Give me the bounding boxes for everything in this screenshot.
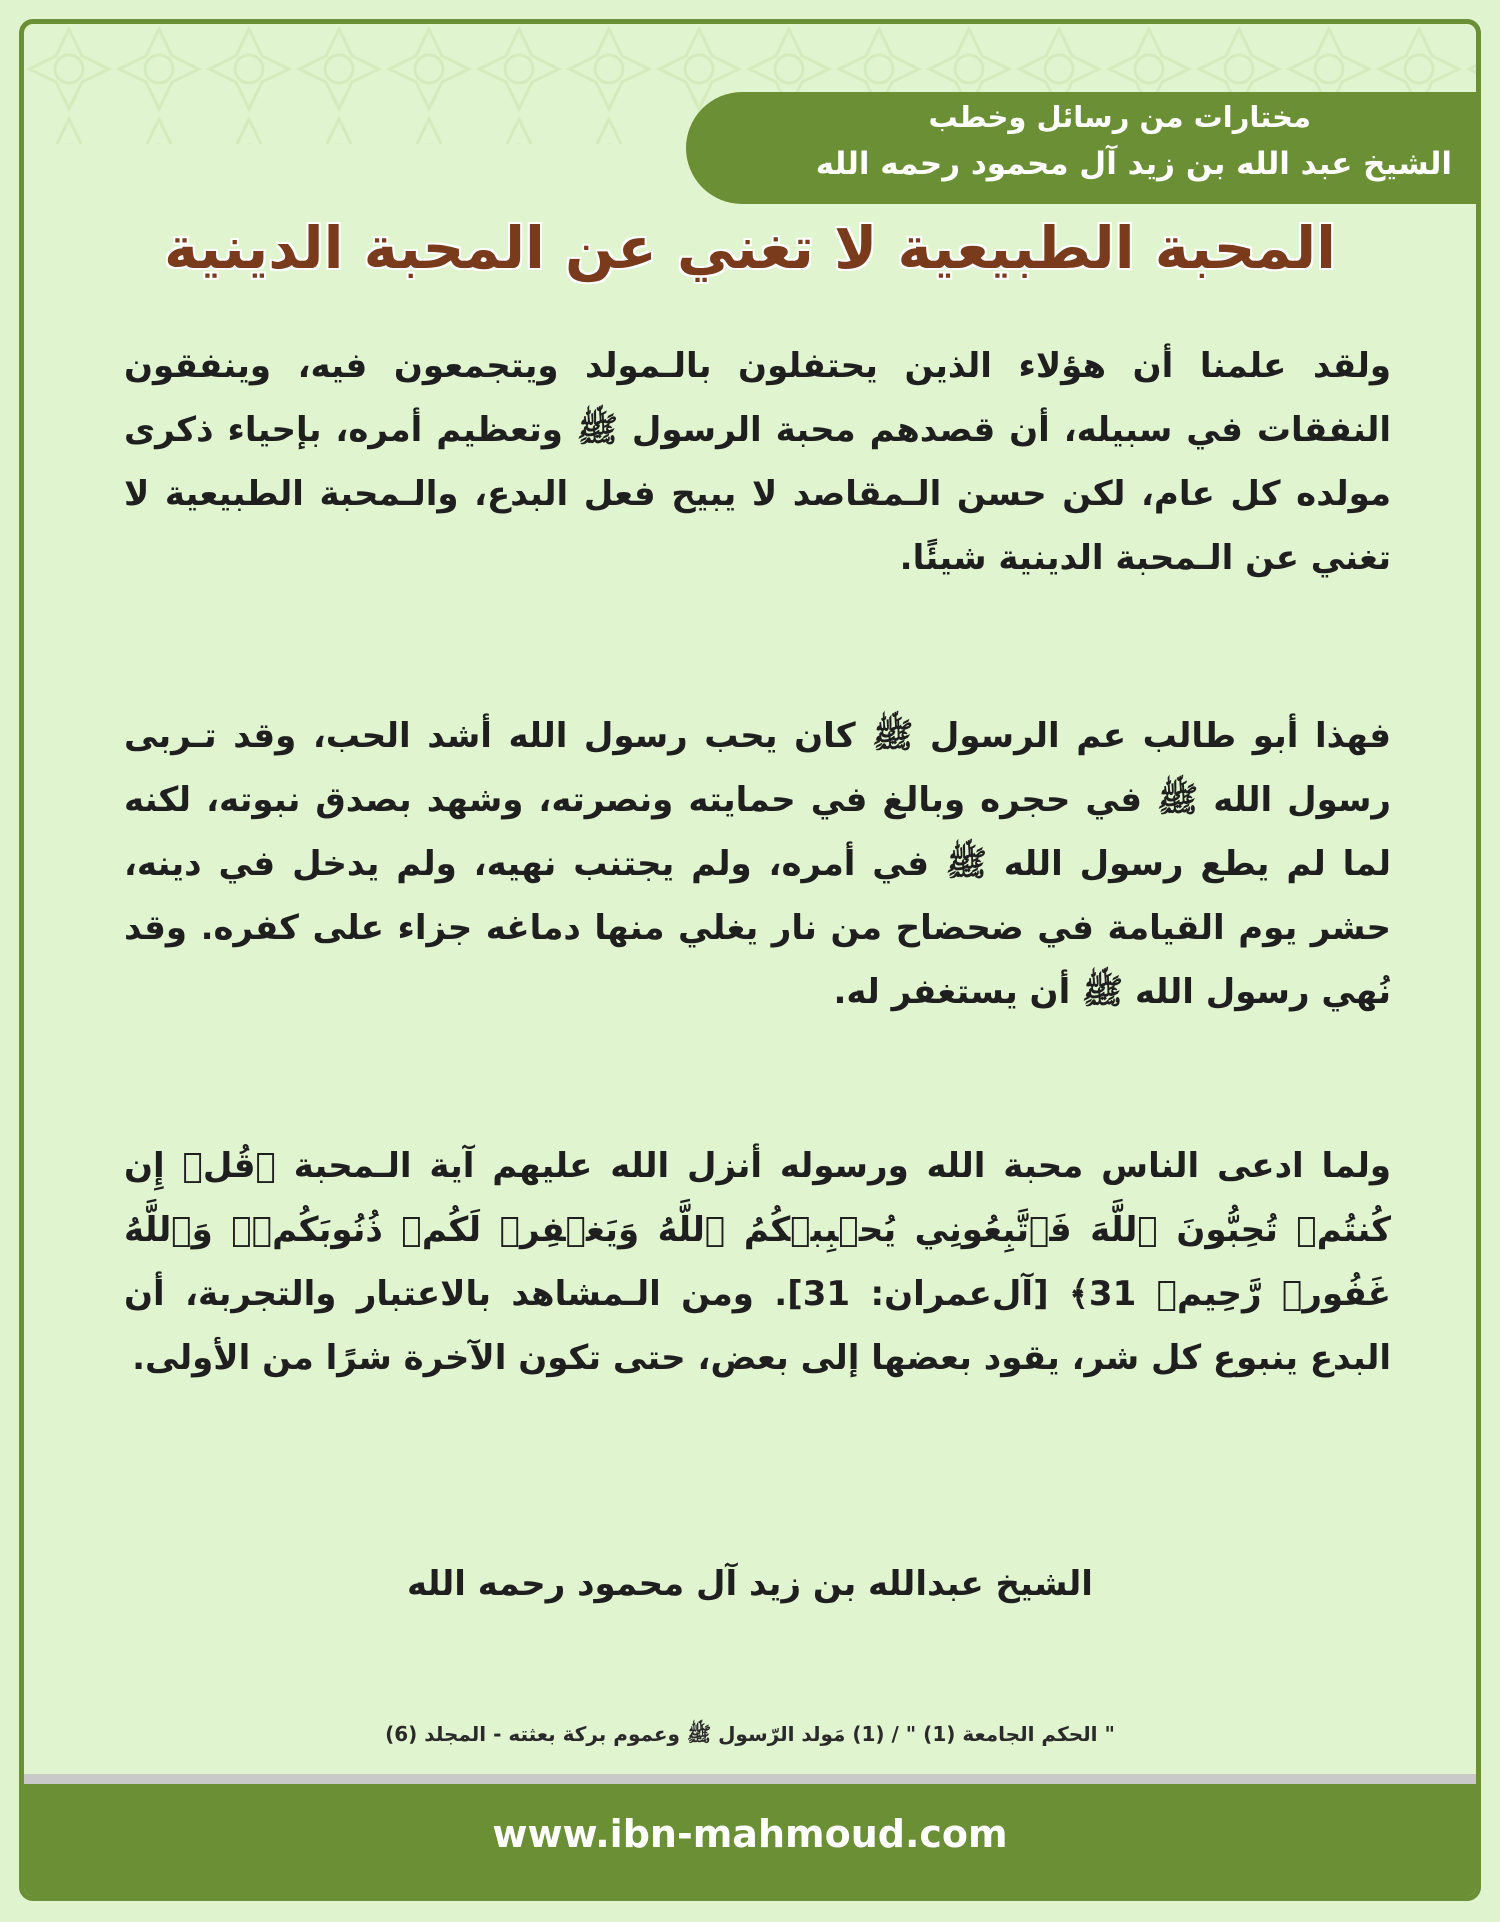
header-banner [686, 92, 1476, 204]
paragraph-3: ولما ادعى الناس محبة الله ورسوله أنزل الله عليهم آية الـمحبة ﴿قُلۡ إِن كُنتُمۡ تُحِبُّونَ ٱللَّهَ فَٱتَّبِعُونِي يُحۡبِبۡكُمُ ٱللَّهُ وَيَغۡفِرۡ لَكُمۡ ذُنُوبَكُمۡۚ وَٱللَّهُ غَفُورٞ رَّحِيمٞ 31﴾ [آل‌عمران: 31]. ومن الـمشاهد بالاعتبار والتجربة، أن البدع ينبوع كل شر، يقود بعضها إلى بعض، حتى تكون الآخرة شرًا من الأولى. [124, 1146, 1391, 1378]
paragraph-2: فهذا أبو طالب عم الرسول ﷺ كان يحب رسول الله أشد الحب، وقد تـربى رسول الله ﷺ في حجره وبالغ في حمايته ونصرته، وشهد بصدق نبوته، لكنه لما لم يطع رسول الله ﷺ في أمره، ولم يجتنب نهيه، ولم يدخل في دينه، حشر يوم القيامة في ضحضاح من نار يغلي منها دماغه جزاء على كفره. وقد نُهي رسول الله ﷺ أن يستغفر له. [124, 716, 1391, 1012]
source-reference: " الحكم الجامعة (1) " / (1) مَولد الرّسول ﷺ وعموم بركة بعثته - المجلد (6) [385, 1722, 1115, 1746]
header-series-title: مختارات من رسائل وخطب [928, 100, 1311, 134]
paragraph-1: ولقد علمنا أن هؤلاء الذين يحتفلون بالـمولد ويتجمعون فيه، وينفقون النفقات في سبيله، أن قصدهم محبة الرسول ﷺ وتعظيم أمره، بإحياء ذكرى مولده كل عام، لكن حسن الـمقاصد لا يبيح فعل البدع، والـمحبة الطبيعية لا تغني عن الـمحبة الدينية شيئًا. [124, 346, 1391, 578]
footer-banner [24, 1774, 1476, 1896]
article-title: المحبة الطبيعية لا تغني عن المحبة الدينية [164, 214, 1336, 282]
author-signature: الشيخ عبدالله بن زيد آل محمود رحمه الله [407, 1564, 1093, 1604]
card-frame [19, 19, 1481, 1901]
header-author-name: الشيخ عبد الله بن زيد آل محمود رحمه الله [815, 146, 1452, 182]
website-link[interactable]: www.ibn-mahmoud.com [492, 1812, 1008, 1856]
